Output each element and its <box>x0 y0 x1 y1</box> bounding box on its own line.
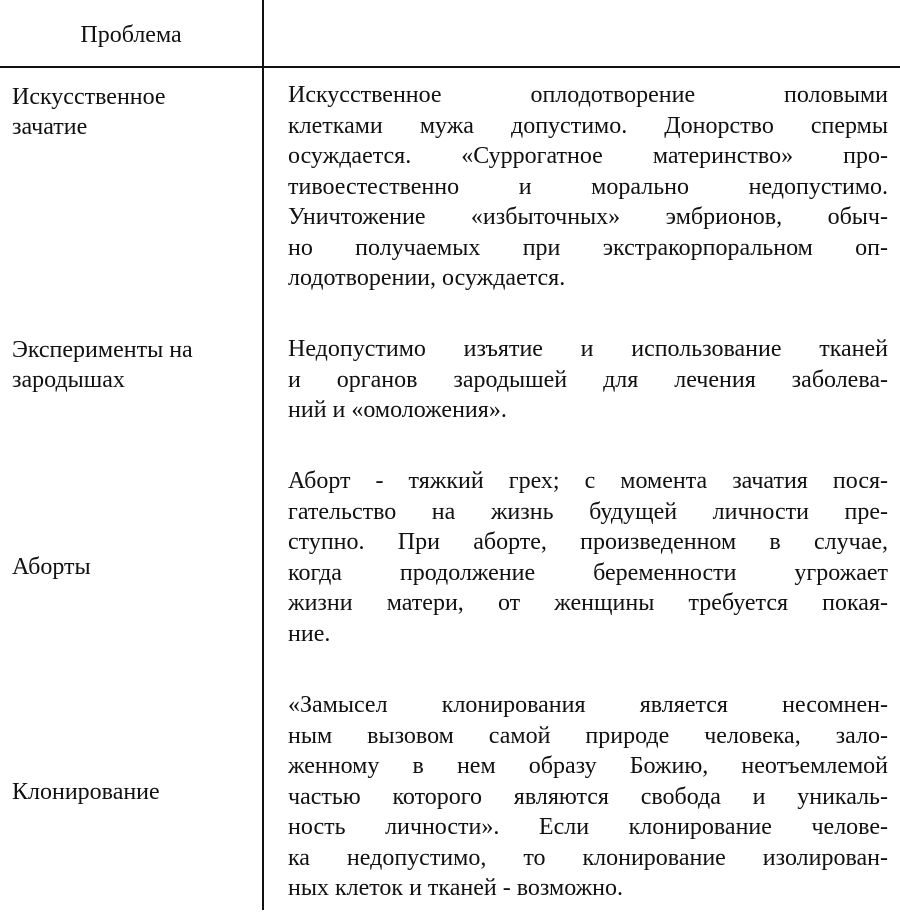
text-line: ка недопустимо, то клонирование изолирован- <box>288 844 888 871</box>
row-label-line: Искусственное <box>12 84 166 110</box>
text-line: ний и «омоложения». <box>288 397 507 423</box>
text-line: Аборт - тяжкий грех; с момента зачатия пося- <box>288 468 888 494</box>
header-divider <box>0 66 900 68</box>
text-line: тивоестественно и морально недопустимо. <box>288 173 888 200</box>
row-label-line: Аборты <box>12 554 91 580</box>
text-line: гательство на жизнь будущей личности пре- <box>288 498 888 525</box>
text-line: когда продолжение беременности угрожает <box>288 559 888 586</box>
column-divider <box>262 0 264 910</box>
text-line: Уничтожение «избыточных» эмбрионов, обыч- <box>288 204 888 230</box>
text-line: женному в нем образу Божию, неотъемлемой <box>288 753 888 779</box>
header-problem: Проблема <box>80 22 182 48</box>
text-line: жизни матери, от женщины требуется покая- <box>288 590 888 616</box>
text-line: ступно. При аборте, произведенном в случае, <box>288 529 888 555</box>
text-line: «Замысел клонирования является несомнен- <box>288 692 888 718</box>
row-text-embryo-experiments <box>288 334 888 426</box>
row-label-line: Эксперименты на <box>12 337 193 363</box>
text-line: ным вызовом самой природе человека, зало- <box>288 722 888 749</box>
text-line: Недопустимо изъятие и использование тканей <box>288 336 888 362</box>
row-label-artificial-conception <box>12 82 257 142</box>
text-line: но получаемых при экстракорпоральном оп- <box>288 234 888 261</box>
row-label-embryo-experiments <box>12 335 257 395</box>
text-line: клетками мужа допустимо. Донорство спермы <box>288 112 888 139</box>
text-line: лодотворении, осуждается. <box>288 265 566 291</box>
text-line: ние. <box>288 620 331 647</box>
row-label-line: зародышах <box>12 367 125 393</box>
text-line: ных клеток и тканей - возможно. <box>288 875 624 901</box>
text-line: и органов зародышей для лечения заболева- <box>288 366 888 393</box>
row-text-abortion <box>288 466 888 649</box>
row-label-cloning <box>12 777 257 807</box>
text-line: осуждается. «Суррогатное материнство» про- <box>288 143 888 169</box>
text-line: Искусственное оплодотворение половыми <box>288 82 888 108</box>
row-label-line: зачатие <box>12 114 88 140</box>
row-label-line: Клонирование <box>12 779 160 805</box>
text-line: частью которого являются свобода и уникаль- <box>288 783 888 810</box>
text-line: ность личности». Если клонирование челове- <box>288 814 888 840</box>
row-label-abortion <box>12 552 257 582</box>
row-text-cloning <box>288 690 888 904</box>
row-text-artificial-conception <box>288 80 888 294</box>
